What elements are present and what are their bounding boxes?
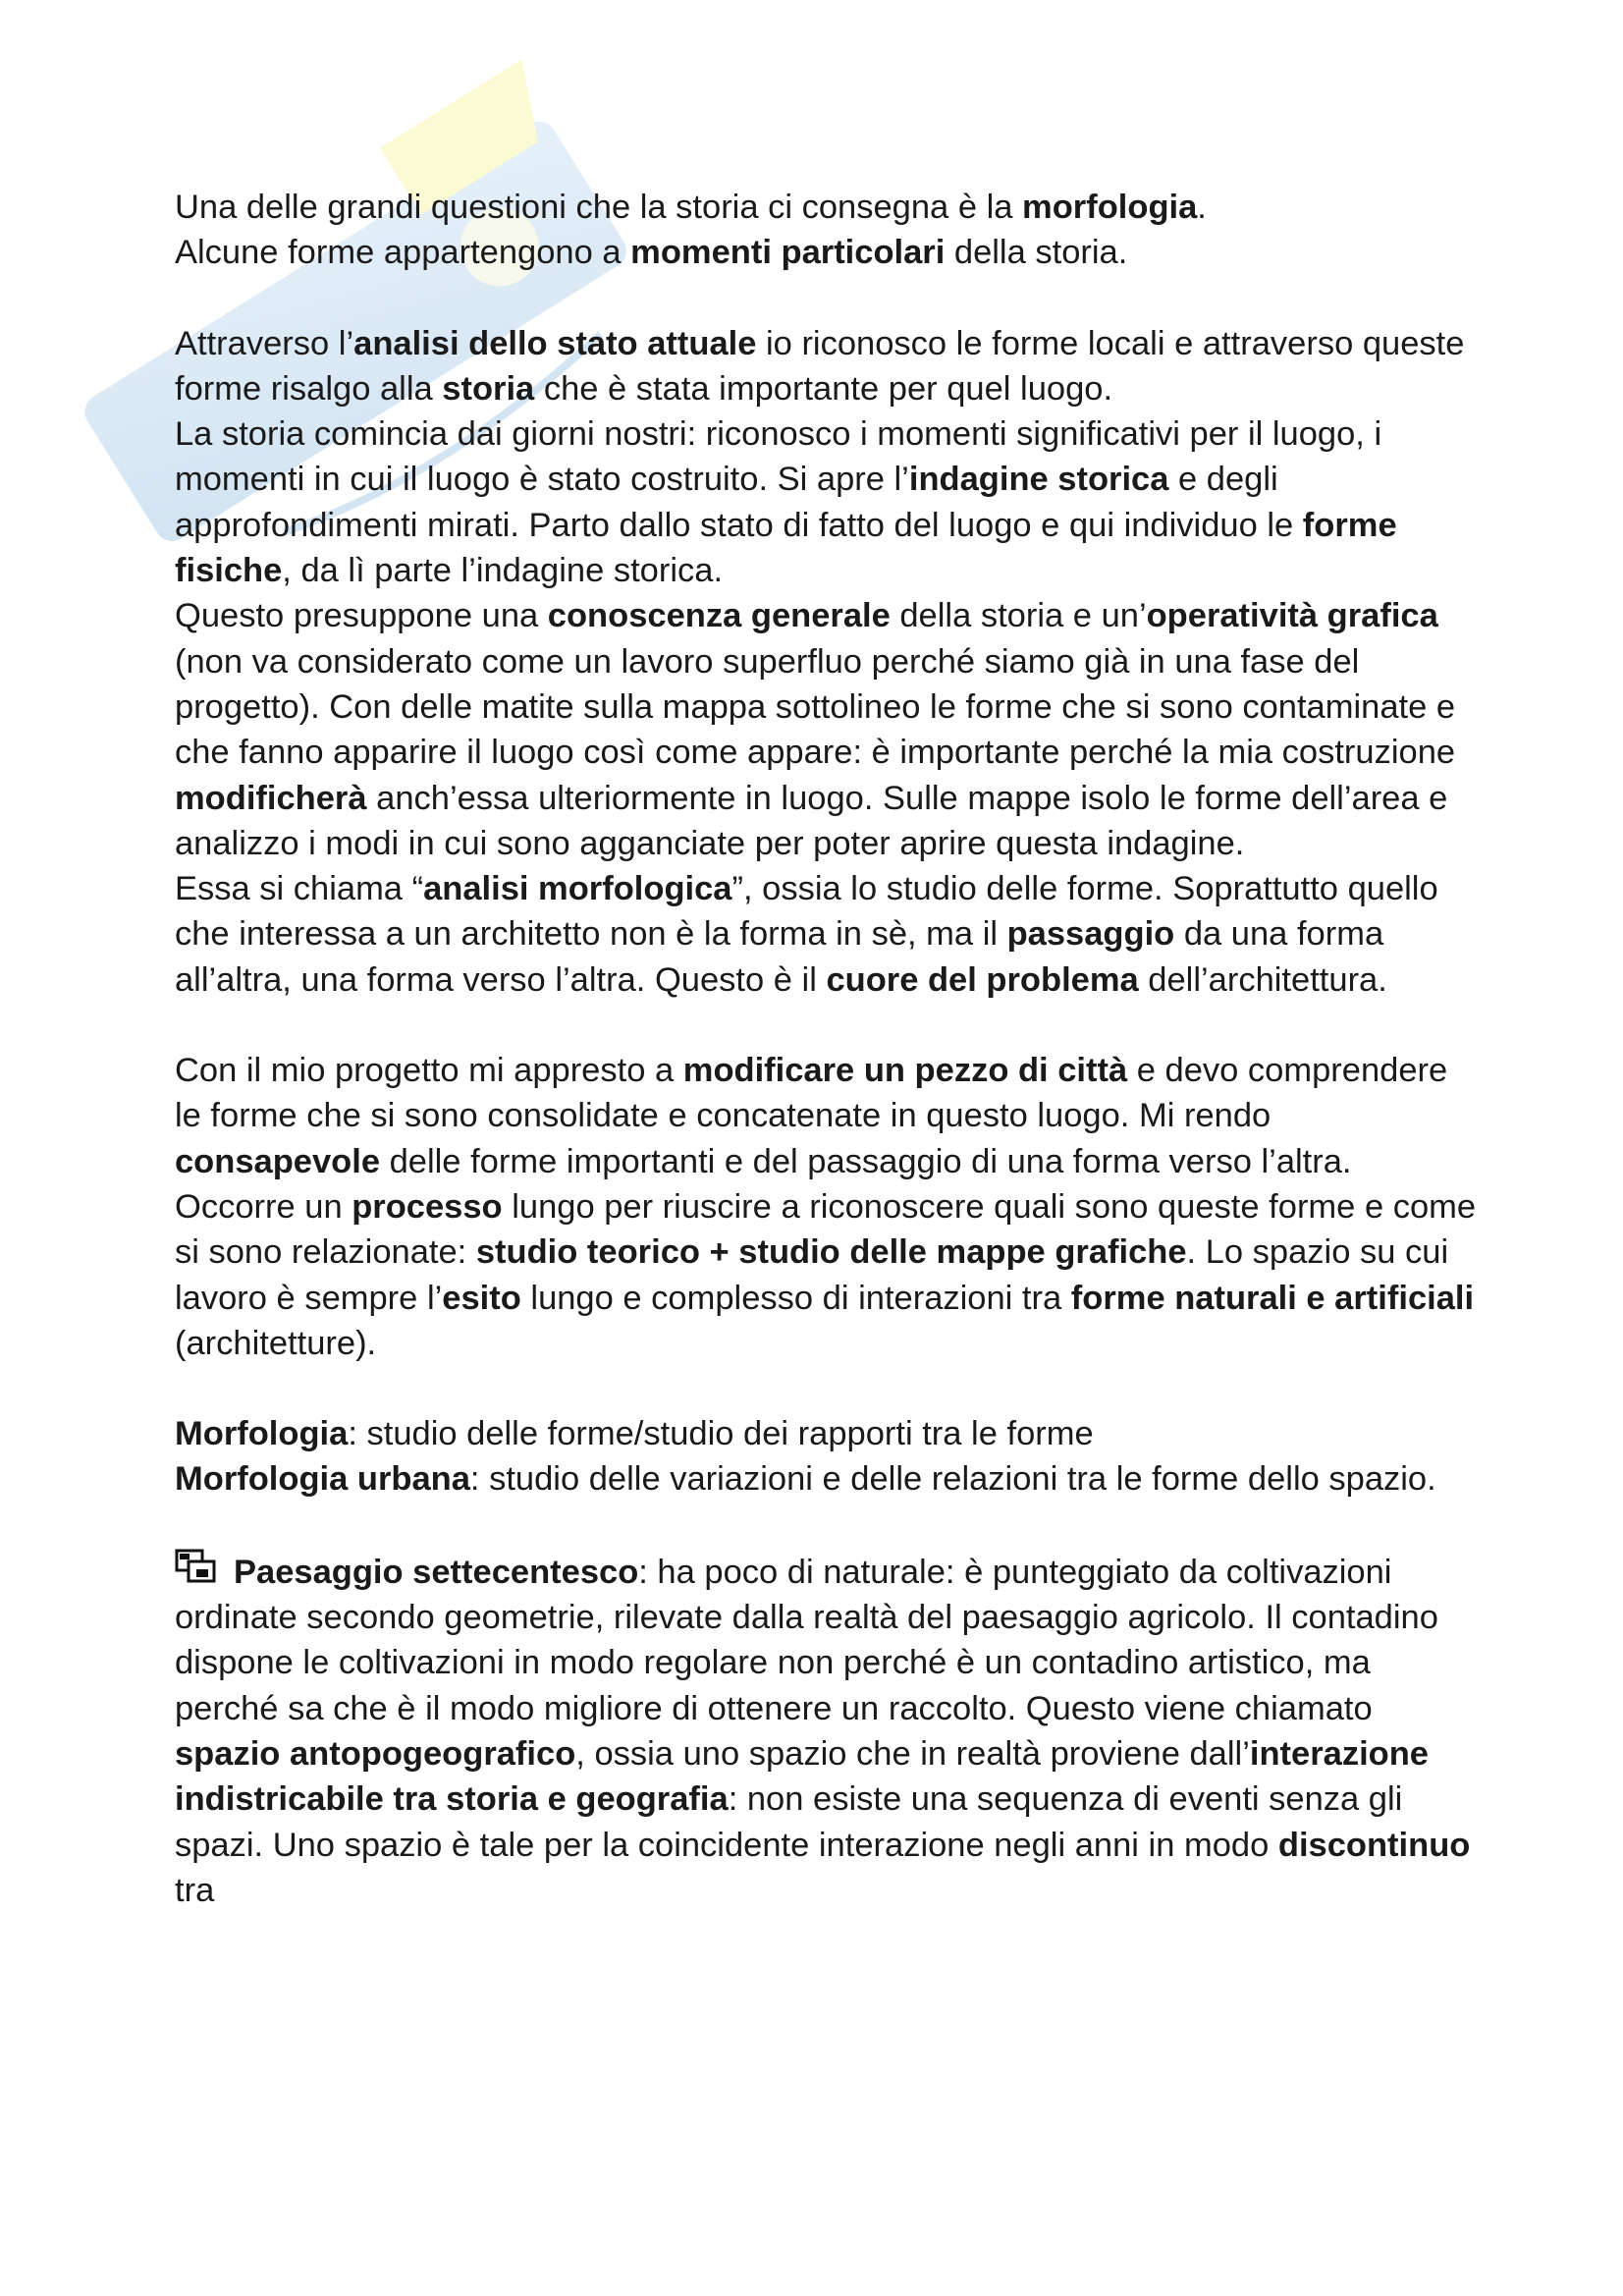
text-run: che è stata importante per quel luogo. xyxy=(534,369,1113,408)
bold-term: interazione indistricabile tra storia e geografia xyxy=(175,1734,1429,1819)
bold-term: forme naturali e artificiali xyxy=(1070,1279,1475,1317)
bold-term: analisi dello stato attuale xyxy=(353,324,757,362)
bold-term: modificherà xyxy=(175,779,367,817)
text-run: e degli approfondimenti mirati. Parto dallo stato di fatto del luogo e qui individuo le xyxy=(175,461,1303,544)
bold-term: morfologia xyxy=(1022,189,1198,226)
document-page xyxy=(175,185,1481,1913)
text-run: Essa si chiama “ xyxy=(175,870,424,908)
text-run: : non esiste una sequenza di eventi senza gli spazi. Uno spazio è tale per la coincidente interazione negli anni in modo xyxy=(175,1780,1403,1864)
text-run: lungo e complesso di interazioni tra xyxy=(520,1279,1071,1317)
bold-term: Paesaggio settecentesco xyxy=(234,1553,639,1591)
text-run: , da lì parte l’indagine storica. xyxy=(282,552,724,590)
bold-term: passaggio xyxy=(1006,915,1175,954)
bold-term: spazio antopogeografico xyxy=(175,1734,576,1773)
bold-term: studio teorico + studio delle mappe grafiche xyxy=(475,1233,1187,1272)
text-run: Una delle grandi questioni che la storia ci consegna è la xyxy=(175,189,1023,226)
bold-term: modificare un pezzo di città xyxy=(682,1052,1128,1090)
text-run: , ossia uno spazio che in realtà proviene dall’ xyxy=(575,1734,1250,1773)
paragraph xyxy=(175,1411,1481,1503)
bold-term: cuore del problema xyxy=(826,960,1139,999)
photo-icon xyxy=(175,1548,218,1587)
bold-term: Morfologia urbana xyxy=(175,1460,470,1499)
text-run: Con il mio progetto mi appresto a xyxy=(175,1052,683,1090)
bold-term: indagine storica xyxy=(908,461,1169,499)
bold-term: operatività grafica xyxy=(1146,597,1438,635)
bold-term: discontinuo xyxy=(1277,1826,1471,1864)
text-run: da una forma all’altra, una forma verso l’altra. Questo è il xyxy=(175,915,1384,999)
text-run: : studio delle forme/studio dei rapporti tra le forme xyxy=(348,1415,1094,1453)
paragraph-gap xyxy=(175,1503,1481,1548)
text-run: tra xyxy=(175,1871,215,1909)
bold-term: Morfologia xyxy=(175,1415,349,1453)
paragraph-gap xyxy=(175,1003,1481,1048)
paragraph xyxy=(175,321,1481,1003)
paragraph xyxy=(175,185,1481,276)
paragraph-gap xyxy=(175,276,1481,321)
bold-term: analisi morfologica xyxy=(423,870,732,908)
text-run: Alcune forme appartengono a xyxy=(175,234,631,272)
text-run: . Lo spazio su cui lavoro è sempre l’ xyxy=(175,1233,1449,1317)
text-run: Attraverso l’ xyxy=(175,324,354,362)
text-run: anch’essa ulteriormente in luogo. Sulle mappe isolo le forme dell’area e analizzo i modi in cui sono agganciate per poter aprire questa indagine. xyxy=(175,779,1448,862)
text-run: della storia. xyxy=(945,234,1128,272)
text-run: io riconosco le forme locali e attraverso queste forme risalgo alla xyxy=(175,324,1465,408)
text-run: della storia e un’ xyxy=(890,597,1147,635)
text-run: . xyxy=(1197,189,1207,226)
text-run: lungo per riuscire a riconoscere quali sono queste forme e come si sono relazionate: xyxy=(175,1187,1477,1272)
text-run: La storia comincia dai giorni nostri: riconosco i momenti significativi per il luogo, i momenti in cui il luogo è stato costruito. Si apre l’ xyxy=(175,415,1382,499)
paragraph xyxy=(175,1048,1481,1366)
bold-term: consapevole xyxy=(175,1142,381,1180)
text-run: (architetture). xyxy=(175,1324,377,1362)
text-run: delle forme importanti e del passaggio di una forma verso l’altra. Occorre un xyxy=(175,1142,1352,1226)
bold-term: momenti particolari xyxy=(630,234,946,272)
text-run: : ha poco di naturale: è punteggiato da coltivazioni ordinate secondo geometrie, rilevate dalla realtà del paesaggio agricolo. Il contadino dispone le coltivazioni in modo regolare non perché è un contadino artistico, ma perché sa che è il modo migliore di ottenere un raccolto. Questo viene chiamato xyxy=(175,1553,1438,1727)
bold-term: esito xyxy=(442,1279,521,1317)
text-run: (non va considerato come un lavoro superfluo perché siamo già in una fase del progetto). Con delle matite sulla mappa sottolineo le forme che si sono contaminate e che fanno apparire il luogo così come appare: è importante perché la mia costruzione xyxy=(175,642,1456,772)
paragraph xyxy=(175,1548,1481,1913)
text-run: dell’architettura. xyxy=(1138,960,1387,999)
bold-term: conoscenza generale xyxy=(547,597,891,635)
bold-term: storia xyxy=(442,369,535,408)
bold-term: processo xyxy=(352,1187,503,1226)
text-run: e devo comprendere le forme che si sono consolidate e concatenate in questo luogo. Mi rendo xyxy=(175,1052,1448,1135)
paragraph-gap xyxy=(175,1366,1481,1411)
text-run: : studio delle variazioni e delle relazioni tra le forme dello spazio. xyxy=(469,1460,1436,1499)
text-run: Questo presuppone una xyxy=(175,597,548,635)
text-run: ”, ossia lo studio delle forme. Soprattutto quello che interessa a un architetto non è la forma in sè, ma il xyxy=(175,870,1438,954)
bold-term: forme fisiche xyxy=(175,506,1397,590)
